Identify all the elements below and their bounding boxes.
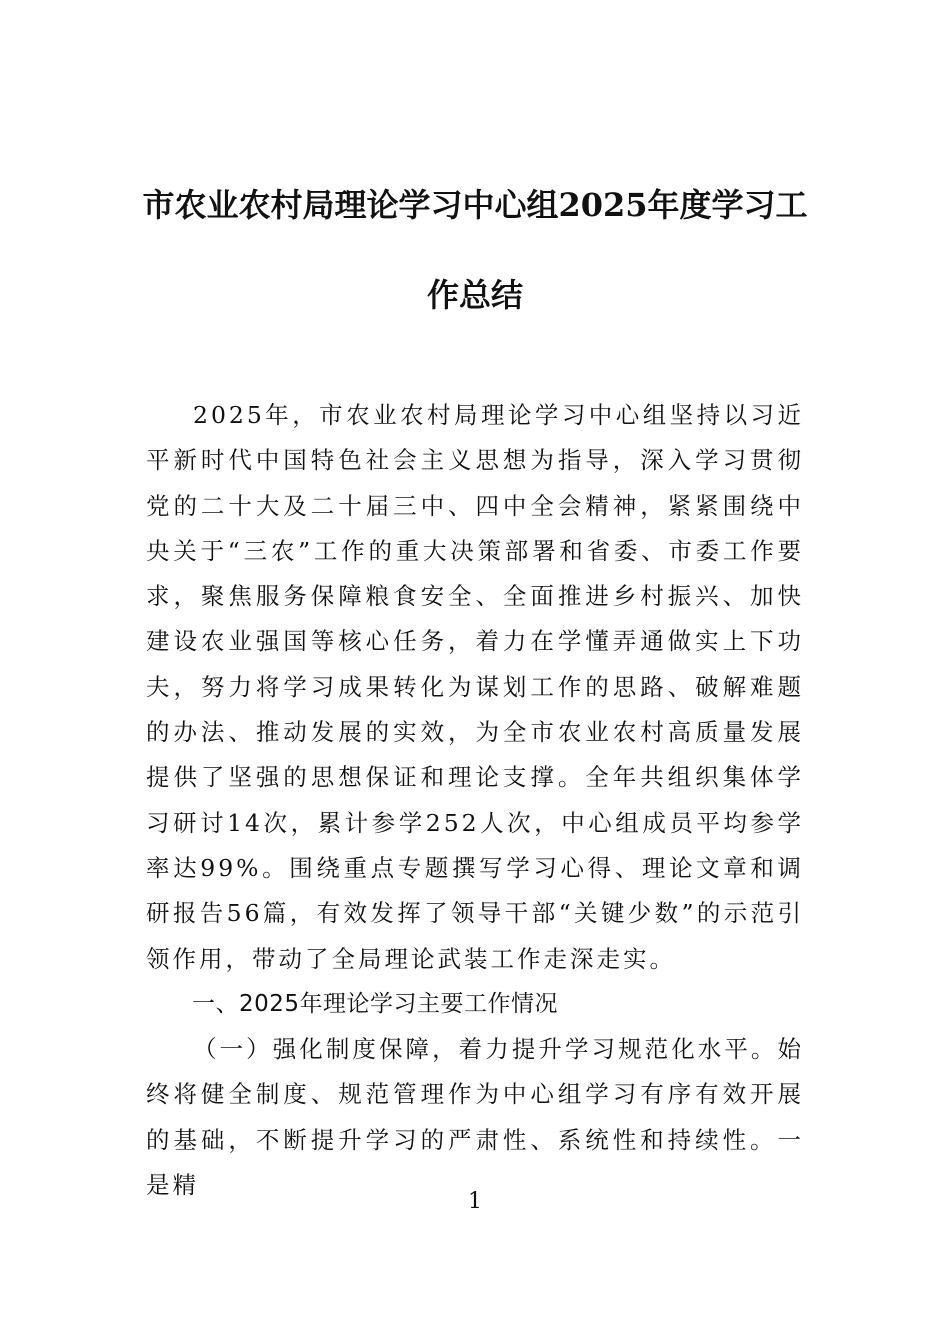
page-number: 1 xyxy=(468,1189,482,1214)
intro-paragraph: 2025年，市农业农村局理论学习中心组坚持以习近平新时代中国特色社会主义思想为指导，深入学习贯彻党的二十大及二十届三中、四中全会精神，紧紧围绕中央关于“三农”工作的重大决策部署和省委、市委工作要求，聚焦服务保障粮食安全、全面推进乡村振兴、加快建设农业强国等核心任务，着力在学懂弄通做实上下功夫，努力将学习成果转化为谋划工作的思路、破解难题的办法、推动发展的实效，为全市农业农村高质量发展提供了坚强的思想保证和理论支撑。全年共组织集体学习研讨14次，累计参学252人次，中心组成员平均参学率达99%。围绕重点专题撰写学习心得、理论文章和调研报告56篇，有效发挥了领导干部“关键少数”的示范引领作用，带动了全局理论武装工作走深走实。 xyxy=(146,401,804,973)
subsection-paragraph: （一）强化制度保障，着力提升学习规范化水平。始终将健全制度、规范管理作为中心组学习有序有效开展的基础，不断提升学习的严肃性、系统性和持续性。一是精 xyxy=(146,1035,804,1200)
document-title: 市农业农村局理论学习中心组2025年度学习工作总结 xyxy=(142,186,808,314)
section-heading: 一、2025年理论学习主要工作情况 xyxy=(192,990,559,1017)
document-body xyxy=(146,393,804,1208)
